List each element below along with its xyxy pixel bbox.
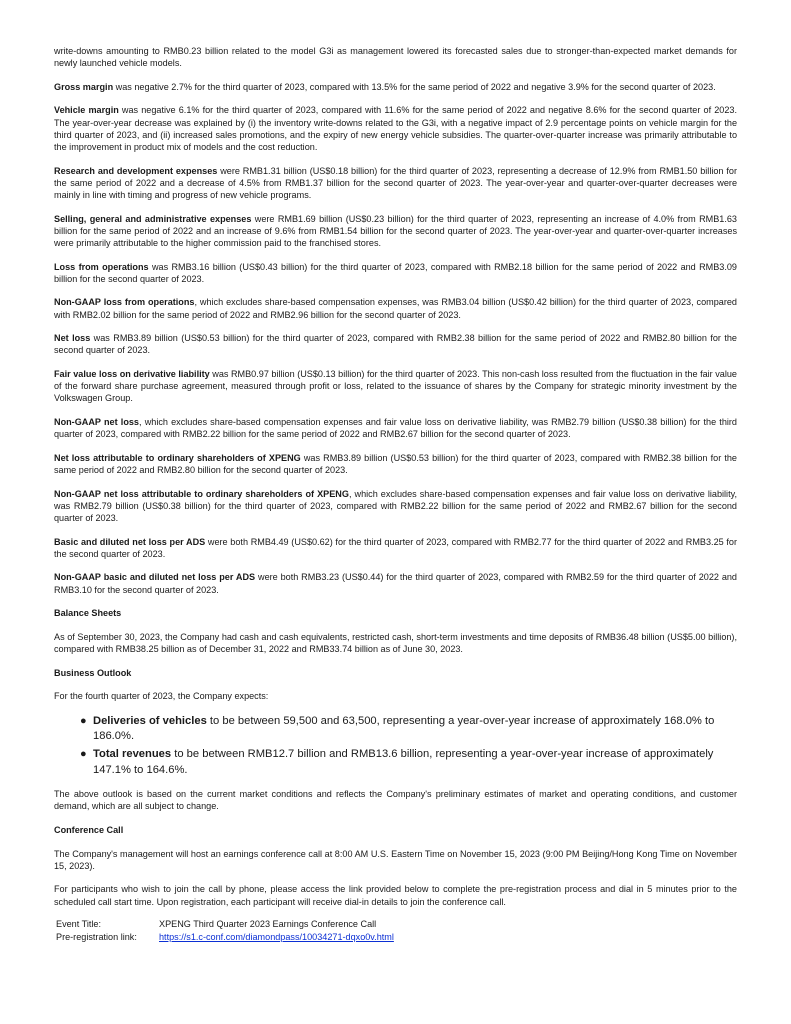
paragraph-vehicle-margin: Vehicle margin was negative 6.1% for the third quarter of 2023, compared with 11.6% for the same period of 2022 and negative 8.6% for the second quarter of 2023. The year-over-year decrease was explained by (i) the inventory write-downs related to the G3i, with a negative impact of 2.9 percentage points on vehicle margin for the third quarter of 2023, and (ii) increased sales promotions, and the expiry of new energy vehicle subsidies. The quarter-over-quarter increase was primarily attributable to the improvement in product mix of models and the cost reduction. <box>54 105 737 152</box>
document-body <box>54 45 737 944</box>
paragraph-balance-sheets: As of September 30, 2023, the Company had cash and cash equivalents, restricted cash, short-term investments and time deposits of RMB36.48 billion (US$5.00 billion), compared with RMB38.25 billion as of December 31, 2022 and RMB33.74 billion as of June 30, 2023. <box>54 631 737 654</box>
paragraph-sga-expenses: Selling, general and administrative expenses were RMB1.69 billion (US$0.23 billion) for the third quarter of 2023, representing an increase of 4.0% from RMB1.63 billion for the same period of 2022 and an increase of 9.6% from RMB1.54 billion for the second quarter of 2023. The year-over-year and quarter-over-quarter increases were primarily attributable to the higher commission paid to the franchised stores. <box>54 213 737 248</box>
call-details-table <box>56 918 394 944</box>
paragraph-net-loss-attributable: Net loss attributable to ordinary shareholders of XPENG was RMB3.89 billion (US$0.53 billion) for the third quarter of 2023, compared with RMB2.38 billion for the same period of 2022 and RMB2.80 billion for the second quarter of 2023. <box>54 452 737 475</box>
conference-call-heading: Conference Call <box>54 824 124 835</box>
paragraph-non-gaap-net-loss-attributable: Non-GAAP net loss attributable to ordinary shareholders of XPENG, which excludes share-based compensation expenses and fair value loss on derivative liability, was RMB2.79 billion (US$0.38 billion) for the third quarter of 2023, compared with RMB2.22 billion for the same period of 2022 and RMB2.67 billion for the second quarter of 2023. <box>54 488 737 523</box>
balance-sheets-heading: Balance Sheets <box>54 608 122 619</box>
paragraph-outlook-intro: For the fourth quarter of 2023, the Company expects: <box>54 691 269 702</box>
paragraph-non-gaap-loss-per-ads: Non-GAAP basic and diluted net loss per ADS were both RMB3.23 (US$0.44) for the third quarter of 2023, compared with RMB2.59 for the third quarter of 2022 and RMB3.10 for the second quarter of 2023. <box>54 572 737 595</box>
paragraph-non-gaap-net-loss: Non-GAAP net loss, which excludes share-based compensation expenses and fair value loss on derivative liability, was RMB2.79 billion (US$0.38 billion) for the third quarter of 2023, compared with RMB2.22 billion for the same period of 2022 and RMB2.67 billion for the second quarter of 2023. <box>54 416 737 440</box>
paragraph-non-gaap-loss-operations: Non-GAAP loss from operations, which excludes share-based compensation expenses, was RMB3.04 billion (US$0.42 billion) for the third quarter of 2023, compared with RMB2.02 billion for the same period of 2022 and RMB2.96 billion for the second quarter of 2023. <box>54 297 737 320</box>
business-outlook-heading: Business Outlook <box>54 667 132 678</box>
event-title-label: Event Title: <box>56 919 101 930</box>
paragraph-loss-from-operations: Loss from operations was RMB3.16 billion (US$0.43 billion) for the third quarter of 2023, compared with RMB2.18 billion for the same period of 2022 and RMB3.09 billion for the second quarter of 2023. <box>54 261 737 284</box>
paragraph-fair-value-loss: Fair value loss on derivative liability was RMB0.97 billion (US$0.13 billion) for the third quarter of 2023. This non-cash loss resulted from the fluctuation in the fair value of the forward share purchase agreement, measured through profit or loss, related to the issuance of shares by the Company for strategic minority investment by the Volkswagen Group. <box>54 368 737 404</box>
event-title-value: XPENG Third Quarter 2023 Earnings Conference Call <box>159 919 377 930</box>
paragraph-gross-margin: Gross margin was negative 2.7% for the third quarter of 2023, compared with 13.5% for the same period of 2022 and negative 3.9% for the second quarter of 2023. <box>54 81 716 92</box>
paragraph-outlook-note: The above outlook is based on the current market conditions and reflects the Company's preliminary estimates of market and operating conditions, and customer demand, which are all subject to change. <box>54 789 737 812</box>
paragraph-loss-per-ads: Basic and diluted net loss per ADS were both RMB4.49 (US$0.62) for the third quarter of 2023, compared with RMB2.77 for the third quarter of 2022 and RMB3.25 for the second quarter of 2023. <box>54 536 737 559</box>
paragraph-call-time: The Company's management will host an earnings conference call at 8:00 AM U.S. Eastern Time on November 15, 2023 (9:00 PM Beijing/Hong Kong Time on November 15, 2023). <box>54 848 737 871</box>
preregistration-cell <box>159 931 394 944</box>
preregistration-label: Pre-registration link: <box>56 932 137 943</box>
list-item: ● Deliveries of vehicles to be between 59,500 and 63,500, representing a year-over-year increase of approximately 168.0% to 186.0%. <box>80 714 715 743</box>
preregistration-link[interactable]: https://s1.c-conf.com/diamondpass/10034271-dqxo0v.html <box>159 932 394 943</box>
paragraph-inventory: write-downs amounting to RMB0.23 billion related to the model G3i as management lowered its forecasted sales due to stronger-than-expected market demands for newly launched vehicle models. <box>54 46 737 69</box>
bullet-icon: ● <box>80 714 87 727</box>
table-row <box>56 931 394 944</box>
list-item: ● Total revenues to be between RMB12.7 billion and RMB13.6 billion, representing a year-over-year increase of approximately 147.1% to 164.6%. <box>80 747 714 776</box>
paragraph-rd-expenses: Research and development expenses were RMB1.31 billion (US$0.18 billion) for the third quarter of 2023, representing a decrease of 12.9% from RMB1.50 billion for the same period of 2022 and a decrease of 4.5% from RMB1.37 billion for the second quarter of 2023. The year-over-year and quarter-over-quarter decreases were mainly in line with timing and progress of new vehicle programs. <box>54 165 737 200</box>
outlook-bullet-list <box>54 714 737 778</box>
paragraph-call-instructions: For participants who wish to join the call by phone, please access the link provided below to complete the pre-registration process and dial in 5 minutes prior to the scheduled call start time. Upon registration, each participant will receive dial-in details to join the conference call. <box>54 884 737 907</box>
bullet-icon: ● <box>80 747 87 760</box>
table-row <box>56 918 394 931</box>
paragraph-net-loss: Net loss was RMB3.89 billion (US$0.53 billion) for the third quarter of 2023, compared with RMB2.38 billion for the same period of 2022 and RMB2.80 billion for the second quarter of 2023. <box>54 333 737 356</box>
